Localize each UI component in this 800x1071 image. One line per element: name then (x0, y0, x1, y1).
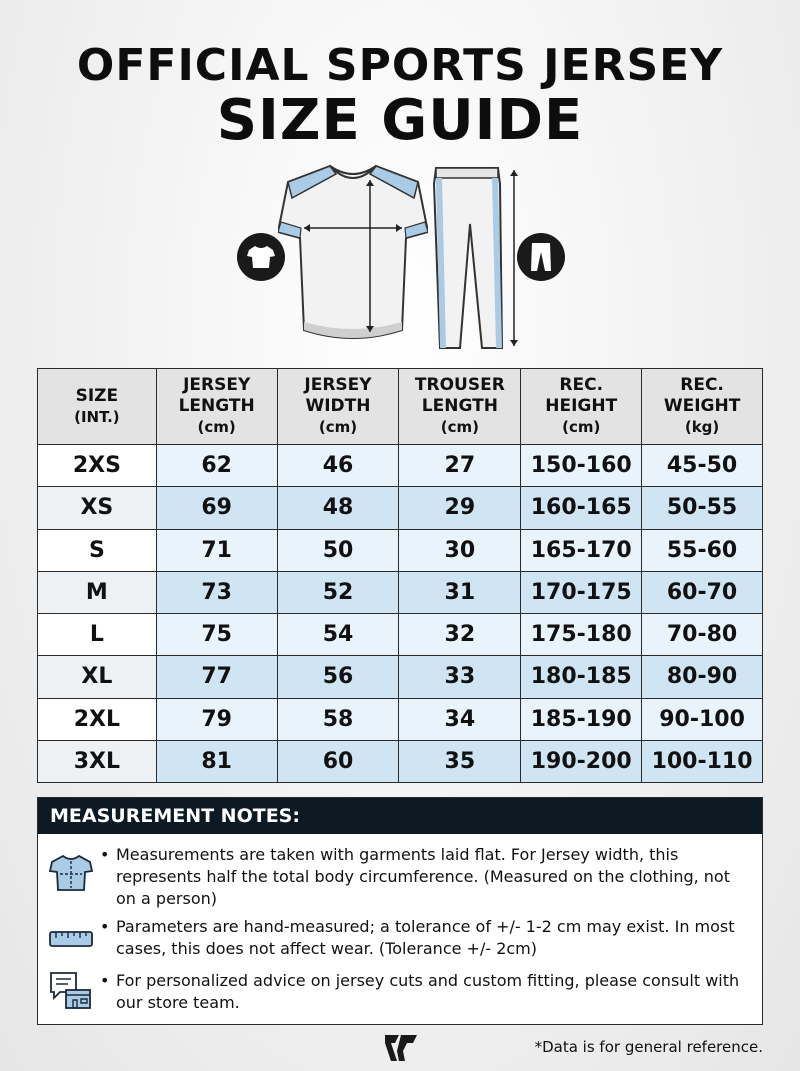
rec-height-cell: 175-180 (521, 614, 642, 656)
shirt-measure-icon (48, 852, 94, 894)
rec-height-cell: 180-185 (521, 656, 642, 698)
size-cell: XS (38, 487, 157, 529)
note-item (38, 840, 762, 908)
header-rec-weight: REC. WEIGHT (kg) (642, 369, 763, 445)
note-item (38, 968, 762, 1018)
chat-store-icon (48, 970, 94, 1012)
rec-weight-cell: 60-70 (642, 571, 763, 613)
rec-weight-cell: 90-100 (642, 698, 763, 740)
rec-weight-cell: 70-80 (642, 614, 763, 656)
table-header-row (38, 369, 763, 445)
ruler-icon (48, 918, 94, 960)
table-row (38, 529, 763, 571)
garment-illustration (230, 160, 570, 355)
notes-heading: MEASUREMENT NOTES: (38, 798, 762, 834)
jersey-width-cell: 56 (277, 656, 399, 698)
trouser-length-cell: 31 (399, 571, 521, 613)
jersey-length-cell: 81 (156, 740, 277, 782)
table-row (38, 740, 763, 782)
note-text: • Parameters are hand-measured; a tolerance of +/- 1-2 cm may exist. In most cases, this does not affect wear. (Tolerance +/- 2cm) (116, 916, 746, 960)
rec-height-cell: 170-175 (521, 571, 642, 613)
size-cell: M (38, 571, 157, 613)
header-rec-height: REC. HEIGHT (cm) (521, 369, 642, 445)
trouser-length-cell: 34 (399, 698, 521, 740)
rec-height-cell: 150-160 (521, 445, 642, 487)
jersey-length-cell: 79 (156, 698, 277, 740)
header-size: SIZE (INT.) (38, 369, 157, 445)
jersey-width-cell: 52 (277, 571, 399, 613)
jersey-length-cell: 69 (156, 487, 277, 529)
table-row (38, 614, 763, 656)
trousers-icon (517, 233, 565, 281)
trouser-length-cell: 32 (399, 614, 521, 656)
table-row (38, 698, 763, 740)
jersey-width-cell: 50 (277, 529, 399, 571)
table-row (38, 571, 763, 613)
jersey-length-cell: 77 (156, 656, 277, 698)
jersey-width-cell: 48 (277, 487, 399, 529)
jersey-drawing (278, 160, 428, 350)
table-row (38, 445, 763, 487)
note-item (38, 914, 762, 962)
rec-weight-cell: 80-90 (642, 656, 763, 698)
jersey-length-cell: 75 (156, 614, 277, 656)
size-cell: L (38, 614, 157, 656)
trouser-length-cell: 27 (399, 445, 521, 487)
table-row (38, 656, 763, 698)
jersey-length-cell: 71 (156, 529, 277, 571)
page-title-line1: OFFICIAL SPORTS JERSEY (76, 40, 724, 91)
size-cell: 3XL (38, 740, 157, 782)
size-cell: S (38, 529, 157, 571)
rec-weight-cell: 55-60 (642, 529, 763, 571)
jersey-width-cell: 58 (277, 698, 399, 740)
table-row (38, 487, 763, 529)
jersey-width-cell: 60 (277, 740, 399, 782)
trouser-length-cell: 30 (399, 529, 521, 571)
note-text: • For personalized advice on jersey cuts and custom fitting, please consult with our store team. (116, 970, 746, 1014)
trouser-length-cell: 33 (399, 656, 521, 698)
rec-weight-cell: 50-55 (642, 487, 763, 529)
rec-height-cell: 165-170 (521, 529, 642, 571)
size-cell: XL (38, 656, 157, 698)
measurement-notes-panel (37, 797, 763, 1025)
brand-logo-icon (383, 1033, 419, 1063)
jersey-length-cell: 73 (156, 571, 277, 613)
trouser-length-cell: 29 (399, 487, 521, 529)
jersey-width-cell: 46 (277, 445, 399, 487)
trousers-drawing (430, 164, 520, 354)
footnote: *Data is for general reference. (534, 1038, 763, 1056)
header-jersey-width: JERSEY WIDTH (cm) (277, 369, 399, 445)
trouser-length-cell: 35 (399, 740, 521, 782)
header-trouser-length: TROUSER LENGTH (cm) (399, 369, 521, 445)
note-text: • Measurements are taken with garments laid flat. For Jersey width, this represents half the total body circumference. (Measured on the clothing, not on a person) (116, 844, 746, 910)
rec-height-cell: 160-165 (521, 487, 642, 529)
size-cell: 2XL (38, 698, 157, 740)
header-jersey-length: JERSEY LENGTH (cm) (156, 369, 277, 445)
page-title-line2: SIZE GUIDE (216, 88, 584, 153)
jersey-length-cell: 62 (156, 445, 277, 487)
rec-height-cell: 185-190 (521, 698, 642, 740)
size-chart-table (37, 368, 763, 783)
rec-weight-cell: 100-110 (642, 740, 763, 782)
size-cell: 2XS (38, 445, 157, 487)
jersey-width-cell: 54 (277, 614, 399, 656)
rec-height-cell: 190-200 (521, 740, 642, 782)
rec-weight-cell: 45-50 (642, 445, 763, 487)
